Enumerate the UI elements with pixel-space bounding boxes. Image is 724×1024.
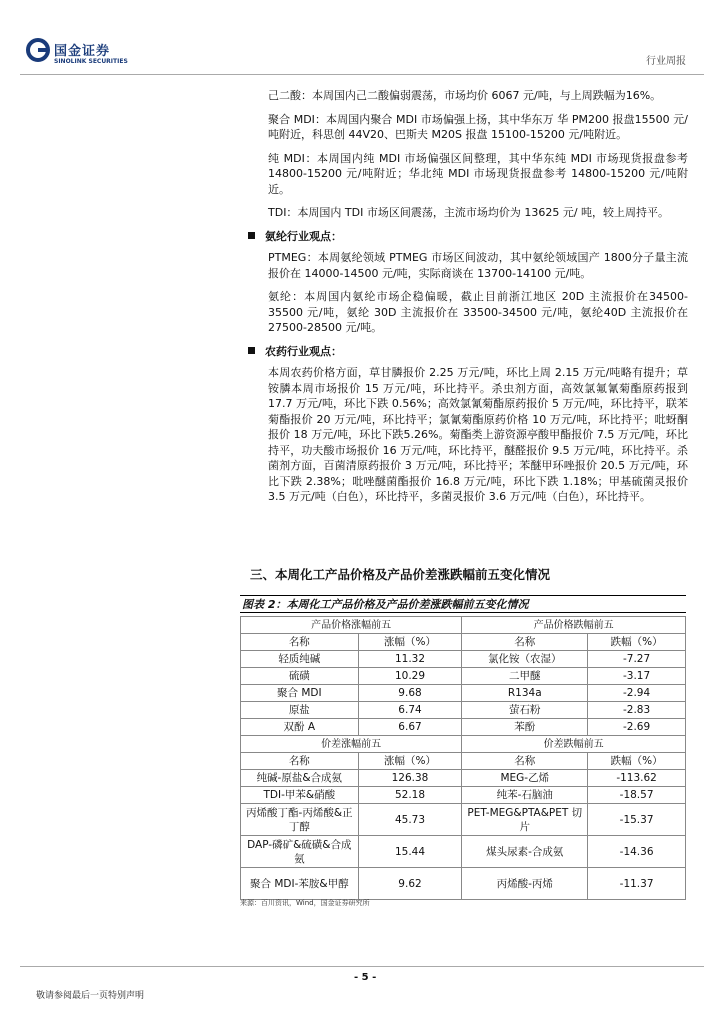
- cell: 双酚 A: [241, 719, 359, 736]
- page-number: - 5 -: [354, 972, 377, 983]
- table-column-header: [241, 753, 686, 770]
- header-divider: [20, 74, 704, 75]
- cell: 9.68: [358, 685, 462, 702]
- cell: 苯酚: [462, 719, 588, 736]
- cell: 原盐: [241, 702, 359, 719]
- cell: 11.32: [358, 651, 462, 668]
- price-change-table: [240, 616, 686, 900]
- table-row: [241, 770, 686, 787]
- cell: -2.69: [588, 719, 686, 736]
- document-type: 行业周报: [646, 56, 686, 67]
- logo-mark-icon: [26, 38, 50, 62]
- col-fall: 跌幅（%）: [588, 634, 686, 651]
- cell: -11.37: [588, 868, 686, 900]
- spread-down-header: 价差跌幅前五: [462, 736, 686, 753]
- col-name: 名称: [241, 634, 359, 651]
- cell: 丙烯酸丁酯-丙烯酸&正丁醇: [241, 804, 359, 836]
- table-row: [241, 868, 686, 900]
- cell: 纯碱-原盐&合成氨: [241, 770, 359, 787]
- cell: 二甲醚: [462, 668, 588, 685]
- cell: 126.38: [358, 770, 462, 787]
- bullet-square-icon: [248, 232, 255, 239]
- col-fall: 跌幅（%）: [588, 753, 686, 770]
- figure-source: 来源：百川资讯，Wind，国金证券研究所: [240, 899, 370, 907]
- pure-mdi-paragraph: 纯 MDI：本周国内纯 MDI 市场偏强区间整理，其中华东纯 MDI 市场现货报盘参考 14800-15200 元/吨附近；华北纯 MDI 市场现货报盘参考 14800-15200 元/吨附近。: [268, 151, 688, 196]
- cell: 10.29: [358, 668, 462, 685]
- table-row: [241, 719, 686, 736]
- cell: 纯苯-石脑油: [462, 787, 588, 804]
- cell: -14.36: [588, 836, 686, 868]
- table-section-header: [241, 617, 686, 634]
- col-name: 名称: [462, 634, 588, 651]
- spread-up-header: 价差涨幅前五: [241, 736, 462, 753]
- cell: -2.94: [588, 685, 686, 702]
- col-rise: 涨幅（%）: [358, 634, 462, 651]
- cell: -7.27: [588, 651, 686, 668]
- cell: MEG-乙烯: [462, 770, 588, 787]
- cell: 氯化铵（农湿）: [462, 651, 588, 668]
- adipic-acid-paragraph: 己二酸：本周国内己二酸偏弱震荡，市场均价 6067 元/吨，与上周跌幅为16%。: [268, 89, 662, 102]
- logo-en: SINOLINK SECURITIES: [54, 58, 128, 65]
- cell: 萤石粉: [462, 702, 588, 719]
- table-row: [241, 685, 686, 702]
- tdi-paragraph: TDI：本周国内 TDI 市场区间震荡，主流市场均价为 13625 元/ 吨，较上周持平。: [268, 206, 670, 219]
- cell: 丙烯酸-丙烯: [462, 868, 588, 900]
- cell: 45.73: [358, 804, 462, 836]
- bullet-square-icon: [248, 347, 255, 354]
- spandex-paragraph: 氨纶：本周国内氨纶市场企稳偏暖，截止目前浙江地区 20D 主流报价在34500-35500 元/吨，氨纶 30D 主流报价在 33500-34500 元/吨，氨纶40D 主流报价在 27500-28500 元/吨。: [268, 290, 688, 334]
- price-down-header: 产品价格跌幅前五: [462, 617, 686, 634]
- col-rise: 涨幅（%）: [358, 753, 462, 770]
- pesticide-heading: 农药行业观点：: [248, 344, 688, 360]
- table-row: [241, 804, 686, 836]
- page-header: [0, 0, 724, 76]
- body-text: [265, 88, 688, 513]
- cell: 52.18: [358, 787, 462, 804]
- cell: -113.62: [588, 770, 686, 787]
- spandex-heading: 氨纶行业观点：: [248, 229, 688, 245]
- cell: -3.17: [588, 668, 686, 685]
- table-row: [241, 651, 686, 668]
- cell: PET-MEG&PTA&PET 切片: [462, 804, 588, 836]
- polymeric-mdi-paragraph: 聚合 MDI：本周国内聚合 MDI 市场偏强上扬，其中华东万 华 PM200 报盘15500 元/吨附近，科思创 44V20、巴斯夫 M20S 报盘 15100-15200 元/吨附近。: [268, 112, 688, 141]
- section-title: 三、本周化工产品价格及产品价差涨跌幅前五变化情况: [250, 567, 551, 582]
- ptmeg-paragraph: PTMEG：本周氨纶领域 PTMEG 市场区间波动，其中氨纶领域国产 1800分子量主流报价在 14000-14500 元/吨，实际商谈在 13700-14100 元/吨。: [268, 251, 688, 280]
- cell: -2.83: [588, 702, 686, 719]
- cell: DAP-磷矿&硫磺&合成氨: [241, 836, 359, 868]
- logo-cn: 国金证券: [54, 44, 111, 59]
- cell: 聚合 MDI: [241, 685, 359, 702]
- cell: -15.37: [588, 804, 686, 836]
- cell: 6.67: [358, 719, 462, 736]
- table-column-header: [241, 634, 686, 651]
- cell: 硫磺: [241, 668, 359, 685]
- table-row: [241, 668, 686, 685]
- cell: R134a: [462, 685, 588, 702]
- col-name: 名称: [241, 753, 359, 770]
- figure-title: 图表 2：本周化工产品价格及产品价差涨跌幅前五变化情况: [240, 595, 686, 613]
- cell: 15.44: [358, 836, 462, 868]
- cell: TDI-甲苯&硝酸: [241, 787, 359, 804]
- table-section-header: [241, 736, 686, 753]
- col-name: 名称: [462, 753, 588, 770]
- cell: 6.74: [358, 702, 462, 719]
- cell: 聚合 MDI-苯胺&甲醇: [241, 868, 359, 900]
- disclaimer: 敬请参阅最后一页特别声明: [36, 991, 145, 1001]
- pesticide-paragraph: 本周农药价格方面，草甘膦报价 2.25 万元/吨，环比上周 2.15 万元/吨略有提升；草铵膦本周市场报价 15 万元/吨，环比持平。杀虫剂方面，高效氯氟氰菊酯原药报到 17.7 万元/吨，环比下跌 0.56%；高效氯氰菊酯原药报价 5 万元/吨，环比持平，联苯菊酯报价 20 万元/吨，环比持平；氯氰菊酯原药价格 10 万元/吨，环比持平；吡蚜酮报价 18 万元/吨，环比下跌5.26%。菊酯类上游资源亭酸甲酯报价 7.5 万元/吨，环比持平，功夫酸市场报价 16 万元/吨，环比持平，醚醛报价 9.5 万元/吨，环比持平。杀菌剂方面，百菌清原药报价 3 万元/吨，环比持平；苯醚甲环唑报价 20.5 万元/吨，环比下跌 2.38%；吡唑醚菌酯报价 16.8 万元/吨，环比下跌 1.18%；甲基硫菌灵报价 3.5 万元/吨（白色），环比持平，多菌灵报价 3.6 万元/吨（白色），环比持平。: [268, 366, 688, 503]
- cell: -18.57: [588, 787, 686, 804]
- table-row: [241, 787, 686, 804]
- cell: 9.62: [358, 868, 462, 900]
- table-row: [241, 836, 686, 868]
- footer-divider: [20, 966, 704, 967]
- price-up-header: 产品价格涨幅前五: [241, 617, 462, 634]
- cell: 轻质纯碱: [241, 651, 359, 668]
- table-row: [241, 702, 686, 719]
- cell: 煤头尿素-合成氨: [462, 836, 588, 868]
- company-logo: [26, 42, 156, 70]
